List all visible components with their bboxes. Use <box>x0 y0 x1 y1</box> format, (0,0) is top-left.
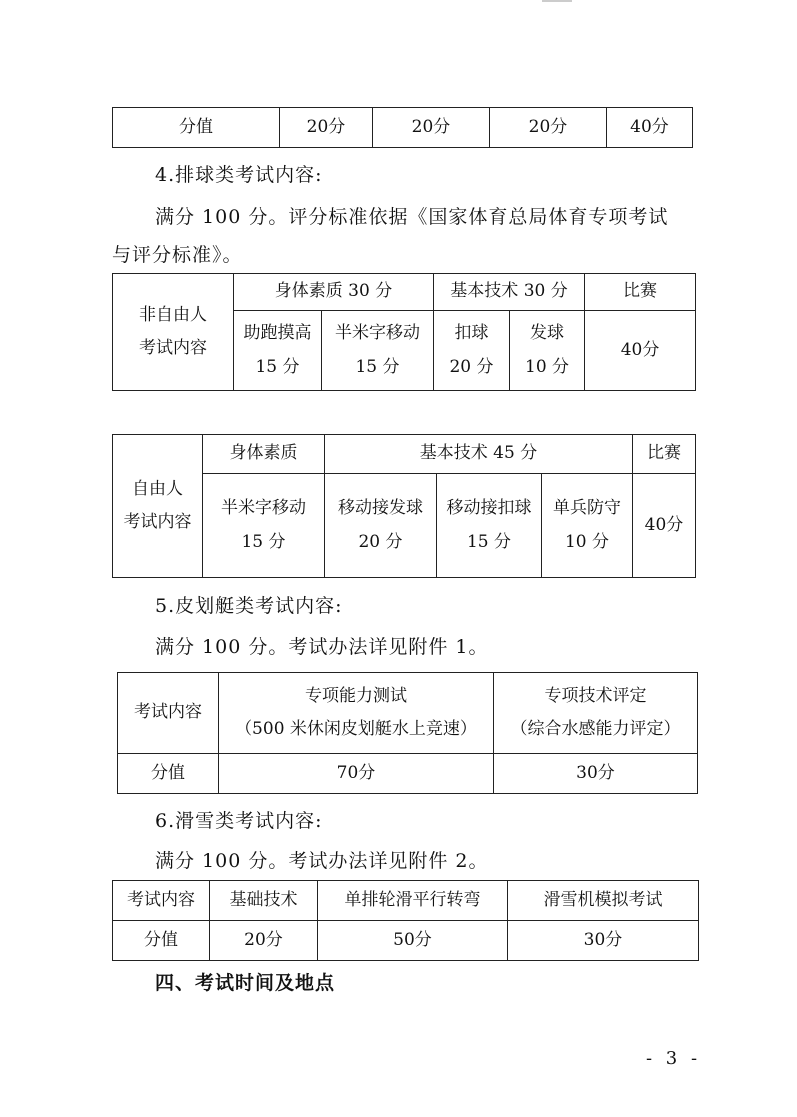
row-label-cell <box>113 435 203 578</box>
row-label-line: 考试内容 <box>139 338 207 358</box>
canoe-para: 满分 100 分。考试办法详见附件 1。 <box>155 636 489 658</box>
group-header-match: 比赛 <box>633 435 696 474</box>
item-name: 移动接扣球 <box>446 498 532 519</box>
header-cell: 单排轮滑平行转弯 <box>318 881 508 921</box>
table-row <box>113 435 696 474</box>
volleyball-para-line1: 满分 100 分。评分标准依据《国家体育总局体育专项考试 <box>155 206 669 228</box>
item-name: 助跑摸高 <box>243 323 312 344</box>
section-heading: 四、考试时间及地点 <box>155 972 336 994</box>
score-cell: 50分 <box>318 921 508 961</box>
item-cell <box>234 311 322 391</box>
volleyball-para-line2: 与评分标准》。 <box>112 244 243 266</box>
score-label-cell: 分值 <box>113 108 280 148</box>
item-cell <box>434 311 510 391</box>
score-label-cell: 分值 <box>118 754 219 794</box>
item-score: 15 分 <box>466 531 512 552</box>
table-row <box>113 921 699 961</box>
item-score: 20 分 <box>358 531 403 552</box>
row-label-cell: 考试内容 <box>118 673 219 754</box>
match-score-cell: 40分 <box>585 311 696 391</box>
score-cell: 20分 <box>373 108 490 148</box>
header-cell <box>494 673 698 754</box>
item-cell <box>325 474 437 578</box>
scan-mark <box>542 0 572 2</box>
header-subtitle: （500 米休闲皮划艇水上竞速） <box>235 719 477 739</box>
score-cell: 20分 <box>210 921 318 961</box>
volleyball-heading: 4.排球类考试内容: <box>155 164 323 186</box>
score-cell: 30分 <box>494 754 698 794</box>
item-name: 移动接发球 <box>338 498 423 519</box>
item-score: 15 分 <box>355 356 400 377</box>
item-cell <box>437 474 542 578</box>
table-row <box>113 274 696 311</box>
table-row <box>118 673 698 754</box>
group-header-match: 比赛 <box>585 274 696 311</box>
table-row <box>118 754 698 794</box>
item-name: 单兵防守 <box>553 498 621 519</box>
item-score: 10 分 <box>525 356 570 377</box>
header-title: 专项能力测试 <box>305 685 407 706</box>
volleyball-nonfree-table <box>112 273 696 391</box>
row-label-line: 非自由人 <box>139 304 207 325</box>
table-row <box>113 881 699 921</box>
canoe-table <box>117 672 698 794</box>
row-label-line: 自由人 <box>132 478 183 499</box>
item-name: 发球 <box>530 323 565 344</box>
item-score: 15 分 <box>241 531 286 552</box>
item-score: 20 分 <box>449 356 494 377</box>
header-cell: 滑雪机模拟考试 <box>508 881 699 921</box>
item-score: 15 分 <box>255 356 300 377</box>
header-cell <box>219 673 494 754</box>
match-score-cell: 40分 <box>633 474 696 578</box>
table-row <box>113 108 693 148</box>
row-label-cell: 考试内容 <box>113 881 210 921</box>
item-cell <box>203 474 325 578</box>
item-score: 10 分 <box>564 531 610 552</box>
score-cell: 20分 <box>490 108 607 148</box>
item-cell <box>542 474 633 578</box>
ski-para: 满分 100 分。考试办法详见附件 2。 <box>155 850 489 872</box>
score-cell: 40分 <box>607 108 693 148</box>
score-cell: 20分 <box>280 108 373 148</box>
header-subtitle: （综合水感能力评定） <box>510 719 681 739</box>
header-cell: 基础技术 <box>210 881 318 921</box>
group-header-skill: 基本技术 30 分 <box>434 274 585 311</box>
group-header-skill: 基本技术 45 分 <box>325 435 633 474</box>
score-cell: 70分 <box>219 754 494 794</box>
ski-table <box>112 880 699 961</box>
item-name: 半米字移动 <box>335 323 420 344</box>
score-label-cell: 分值 <box>113 921 210 961</box>
score-cell: 30分 <box>508 921 699 961</box>
header-title: 专项技术评定 <box>544 685 647 706</box>
item-name: 半米字移动 <box>221 498 306 519</box>
volleyball-free-table <box>112 434 696 578</box>
item-name: 扣球 <box>454 323 489 344</box>
prev-score-table <box>112 107 693 148</box>
group-header-physical: 身体素质 <box>203 435 325 474</box>
item-cell <box>510 311 585 391</box>
canoe-heading: 5.皮划艇类考试内容: <box>155 595 343 617</box>
row-label-line: 考试内容 <box>123 512 192 532</box>
group-header-physical: 身体素质 30 分 <box>234 274 434 311</box>
ski-heading: 6.滑雪类考试内容: <box>155 810 323 832</box>
item-cell <box>322 311 434 391</box>
page-number: - 3 - <box>646 1048 702 1069</box>
row-label-cell <box>113 274 234 391</box>
